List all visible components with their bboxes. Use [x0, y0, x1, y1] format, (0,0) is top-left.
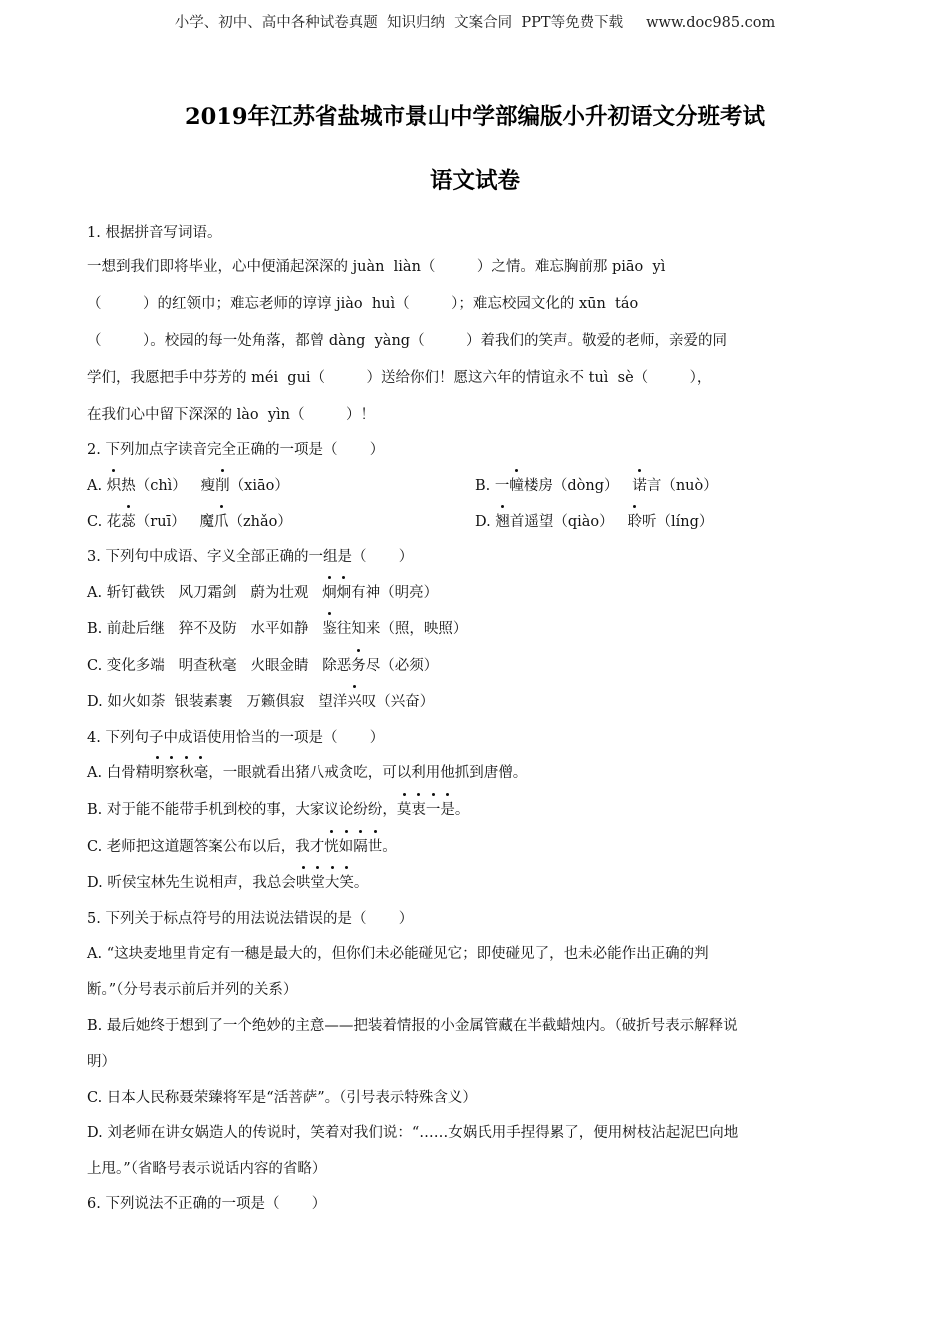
- question-5-option-d-cont: 上甩。”（省略号表示说话内容的省略）: [87, 1161, 327, 1177]
- emphasis-char: 鉴: [322, 617, 337, 638]
- question-1-line: （ ）。校园的每一处角落，都曾 dàng yàng（ ）着我们的笑声。敬爱的老师，亲爱的同: [87, 333, 728, 349]
- question-1-line: 在我们心中留下深深的 lào yìn（ ）！: [87, 407, 375, 423]
- question-5-stem: 5. 下列关于标点符号的用法说法错误的是（ ）: [87, 911, 414, 927]
- emphasis-char: 世: [368, 835, 383, 856]
- question-5-option-a-cont: 断。”（分号表示前后并列的关系）: [87, 982, 298, 998]
- question-5-option-b-cont: 明）: [87, 1054, 116, 1070]
- question-2-option-d: D. 翘首遥望（qiào） 聆听（líng）: [475, 510, 713, 531]
- page-header: 小学、初中、高中各种试卷真题 知识归纳 文案合同 PPT等免费下载 www.doc985.com: [174, 15, 776, 31]
- emphasis-char: 哄: [296, 871, 311, 892]
- question-4-option-a: A. 白骨精明察秋毫，一眼就看出猪八戒贪吃，可以利用他抓到唐僧。: [87, 761, 527, 782]
- emphasis-char: 隔: [353, 835, 368, 856]
- emphasis-char: 笑: [339, 871, 354, 892]
- emphasis-char: 秋: [179, 761, 194, 782]
- emphasis-char: 幢: [509, 474, 524, 495]
- page-subtitle: 语文试卷: [429, 168, 520, 194]
- emphasis-char: 大: [325, 871, 340, 892]
- emphasis-char: 衷: [411, 798, 426, 819]
- question-3-option-d: D. 如火如荼 银装素裹 万籁俱寂 望洋兴叹（兴奋）: [87, 690, 434, 711]
- emphasis-char: 恍: [324, 835, 339, 856]
- emphasis-char: 削: [215, 474, 230, 495]
- question-1-line: 一想到我们即将毕业，心中便涌起深深的 juàn liàn（ ）之情。难忘胸前那 piāo yì: [87, 259, 666, 275]
- question-4-option-b: B. 对于能不能带手机到校的事，大家议论纷纷，莫衷一是。: [87, 798, 469, 819]
- question-4-option-c: C. 老师把这道题答案公布以后，我才恍如隔世。: [87, 835, 397, 856]
- emphasis-char: 是: [440, 798, 455, 819]
- emphasis-char: 炽: [107, 474, 122, 495]
- emphasis-char: 明: [150, 761, 165, 782]
- question-1-line: （ ）的红领巾；难忘老师的谆谆 jiào huì（ ）；难忘校园文化的 xūn táo: [87, 296, 639, 312]
- question-5-option-c: C. 日本人民称聂荣臻将军是“活菩萨”。（引号表示特殊含义）: [87, 1090, 477, 1106]
- question-3-option-c: C. 变化多端 明查秋毫 火眼金睛 除恶务尽（必须）: [87, 654, 438, 675]
- emphasis-char: 诺: [632, 474, 647, 495]
- question-2-option-b: B. 一幢楼房（dòng） 诺言（nuò）: [475, 474, 718, 495]
- page-title: 2019年江苏省盐城市景山中学部编版小升初语文分班考试: [184, 104, 766, 130]
- question-4-option-d: D. 听侯宝林先生说相声，我总会哄堂大笑。: [87, 871, 368, 892]
- emphasis-char: 务: [351, 654, 366, 675]
- question-1-stem: 1. 根据拼音写词语。: [87, 225, 222, 241]
- emphasis-char: 莫: [397, 798, 412, 819]
- question-4-stem: 4. 下列句子中成语使用恰当的一项是（ ）: [87, 730, 385, 746]
- question-3-option-a: A. 斩钉截铁 风刀霜剑 蔚为壮观 炯炯有神（明亮）: [87, 581, 438, 602]
- emphasis-char: 炯: [337, 581, 352, 602]
- emphasis-char: 察: [165, 761, 180, 782]
- emphasis-char: 聆: [627, 510, 642, 531]
- question-1-line: 学们，我愿把手中芬芳的 méi gui（ ）送给你们！愿这六年的情谊永不 tuì sè（ ），: [87, 370, 712, 386]
- question-2-stem: 2. 下列加点字读音完全正确的一项是（ ）: [87, 442, 385, 458]
- question-5-option-a: A. “这块麦地里肯定有一穗是最大的，但你们未必能碰见它；即使碰见了，也未必能作出正确的判: [87, 946, 709, 962]
- question-6-stem: 6. 下列说法不正确的一项是（ ）: [87, 1196, 327, 1212]
- question-3-stem: 3. 下列句中成语、字义全部正确的一组是（ ）: [87, 549, 414, 565]
- question-2-option-a: A. 炽热（chì） 瘦削（xiāo）: [87, 474, 289, 495]
- emphasis-char: 炯: [322, 581, 337, 602]
- question-5-option-d: D. 刘老师在讲女娲造人的传说时，笑着对我们说：“……女娲氏用手捏得累了，便用树枝沾起泥巴向地: [87, 1125, 739, 1141]
- emphasis-char: 翘: [495, 510, 510, 531]
- emphasis-char: 一: [426, 798, 441, 819]
- emphasis-char: 毫: [194, 761, 209, 782]
- question-3-option-b: B. 前赴后继 猝不及防 水平如静 鉴往知来（照，映照）: [87, 617, 467, 638]
- emphasis-char: 爪: [214, 510, 229, 531]
- emphasis-char: 兴: [347, 690, 362, 711]
- emphasis-char: 蕊: [121, 510, 136, 531]
- question-2-option-c: C. 花蕊（ruī） 魔爪（zhǎo）: [87, 510, 292, 531]
- question-5-option-b: B. 最后她终于想到了一个绝妙的主意——把装着情报的小金属管藏在半截蜡烛内。（破折号表示解释说: [87, 1018, 738, 1034]
- emphasis-char: 如: [339, 835, 354, 856]
- emphasis-char: 堂: [310, 871, 325, 892]
